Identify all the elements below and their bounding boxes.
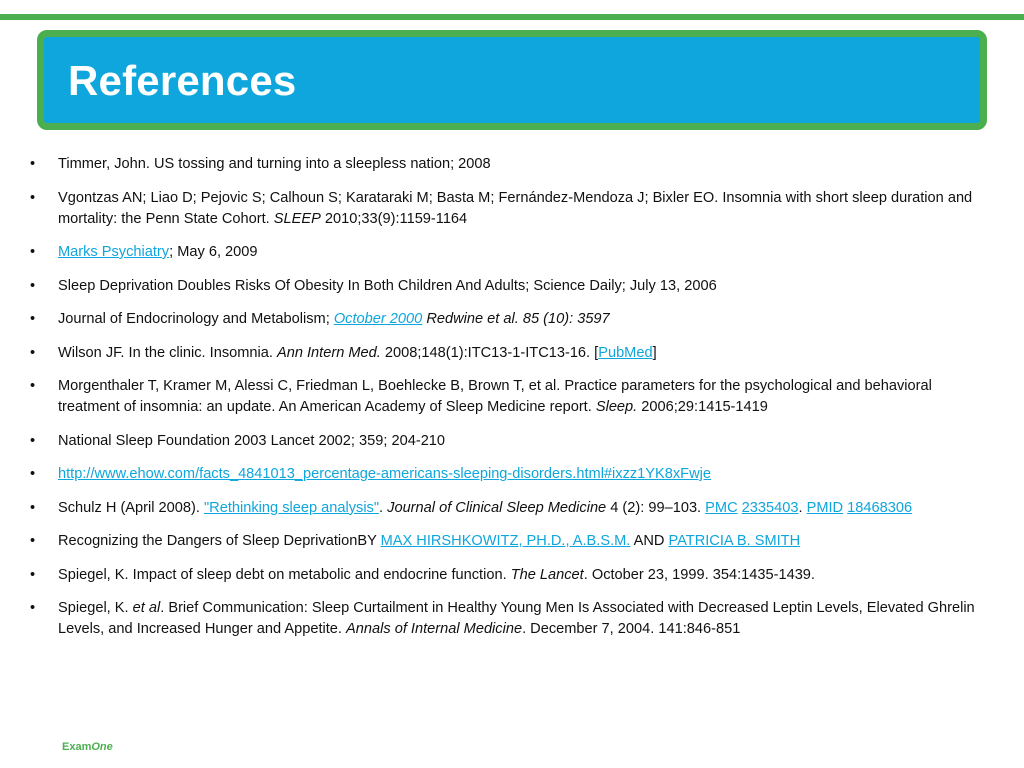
- october-2000-link-text: October 2000: [333, 311, 423, 327]
- pmc-id-link[interactable]: 2335403: [741, 499, 799, 516]
- bullet: •: [30, 344, 36, 361]
- bullet: •: [30, 378, 36, 394]
- journal-name: The Lancet: [510, 566, 584, 583]
- journal-name: Journal of Clinical Sleep Medicine: [387, 499, 607, 516]
- bullet: •: [30, 244, 36, 260]
- title-banner: [37, 30, 987, 130]
- pmc-link[interactable]: PMC: [705, 499, 738, 516]
- reference-text: Journal of Endocrinology and Metabolism;: [58, 311, 334, 327]
- author-smith-link[interactable]: PATRICIA B. SMITH: [668, 533, 801, 549]
- october-2000-link[interactable]: [334, 311, 422, 327]
- pubmed-link[interactable]: PubMed: [598, 344, 653, 361]
- reference-item-9: [28, 464, 978, 485]
- top-green-rule: [0, 14, 1024, 20]
- et-al: et al: [132, 600, 161, 616]
- references-list: [28, 154, 978, 653]
- reference-text: Wilson JF. In the clinic. Insomnia.: [58, 344, 277, 361]
- bullet: •: [30, 600, 36, 616]
- reference-text: Spiegel, K. Impact of sleep debt on metabolic and endocrine function.: [58, 566, 511, 583]
- journal-name: Sleep.: [595, 399, 638, 415]
- citation-details: 2006;29:1415-1419: [637, 399, 768, 415]
- examone-logo: [62, 741, 113, 753]
- ehow-url-link[interactable]: http://www.ehow.com/facts_4841013_percentage-americans-sleeping-disorders.html#ixzz1YK8xFwje: [58, 466, 711, 482]
- bullet: •: [30, 533, 36, 549]
- journal-name: Annals of Internal Medicine: [346, 621, 523, 637]
- separator: .: [798, 499, 807, 516]
- reference-text: National Sleep Foundation 2003 Lancet 2002; 359; 204-210: [58, 432, 446, 449]
- bullet: •: [30, 189, 36, 206]
- reference-item-4: [28, 276, 978, 297]
- reference-item-12: [28, 565, 978, 586]
- journal-name: Ann Intern Med.: [276, 344, 381, 361]
- logo-exam: Exam: [62, 741, 92, 753]
- reference-item-13: [28, 598, 978, 640]
- citation-details: . October 23, 1999. 354:1435-1439.: [583, 566, 815, 583]
- pmid-link[interactable]: PMID: [806, 499, 844, 516]
- bullet: •: [30, 156, 36, 172]
- citation-details: 4 (2): 99–103.: [606, 499, 706, 516]
- marks-psychiatry-link[interactable]: Marks Psychiatry: [58, 244, 170, 260]
- bracket-close: ]: [652, 344, 657, 361]
- page-title: References: [68, 57, 297, 104]
- bullet: •: [30, 566, 36, 583]
- citation-details: 2010;33(9):1159-1164: [320, 210, 468, 227]
- reference-text-cont: . Brief Communication: Sleep Curtailment in Healthy Young Men Is Associated with Decreased Leptin Levels, Elevated Ghrelin Levels, and Increased Hunger and Appetite.: [58, 600, 975, 637]
- reference-item-6: [28, 343, 978, 364]
- reference-text: Spiegel, K.: [58, 600, 133, 616]
- bullet: •: [30, 432, 36, 449]
- bullet: •: [30, 466, 36, 482]
- reference-item-11: [28, 531, 978, 552]
- author-hirshkowitz-link[interactable]: MAX HIRSHKOWITZ, PH.D., A.B.S.M.: [380, 533, 631, 549]
- reference-item-8: [28, 431, 978, 452]
- reference-text: ; May 6, 2009: [169, 244, 258, 260]
- bullet: •: [30, 311, 36, 327]
- reference-text: Recognizing the Dangers of Sleep DeprivationBY: [58, 533, 381, 549]
- separator: .: [379, 499, 388, 516]
- reference-item-7: [28, 376, 978, 418]
- reference-item-10: [28, 498, 978, 519]
- reference-item-2: [28, 188, 978, 230]
- reference-text: Vgontzas AN; Liao D; Pejovic S; Calhoun S; Karataraki M; Basta M; Fernández-Mendoza J; Bixler EO. Insomnia with short sleep duration and mortality: the Penn State Cohort.: [58, 189, 973, 227]
- reference-item-1: [28, 154, 978, 175]
- citation-details: 2008;148(1):ITC13-1-ITC13-16. [: [380, 344, 599, 361]
- pmid-number-link[interactable]: 18468306: [847, 499, 913, 516]
- logo-one: One: [91, 741, 113, 753]
- citation-details: Redwine et al. 85 (10): 3597: [422, 311, 610, 327]
- reference-text: Schulz H (April 2008).: [58, 499, 204, 516]
- rethinking-sleep-analysis-link[interactable]: "Rethinking sleep analysis": [204, 499, 380, 516]
- separator: AND: [630, 533, 669, 549]
- reference-text: Morgenthaler T, Kramer M, Alessi C, Friedman L, Boehlecke B, Brown T, et al. Practice parameters for the psychological and behavioral treatment of insomnia: an update. An American Academy of Sleep Medicine report.: [58, 378, 932, 415]
- reference-text: Timmer, John. US tossing and turning into a sleepless nation; 2008: [58, 156, 491, 172]
- reference-item-5: [28, 309, 978, 330]
- bullet: •: [30, 277, 36, 294]
- reference-item-3: [28, 242, 978, 263]
- journal-name: SLEEP: [273, 210, 321, 227]
- reference-text: Sleep Deprivation Doubles Risks Of Obesity In Both Children And Adults; Science Daily; July 13, 2006: [58, 277, 717, 294]
- bullet: •: [30, 499, 36, 516]
- citation-details: . December 7, 2004. 141:846-851: [522, 621, 741, 637]
